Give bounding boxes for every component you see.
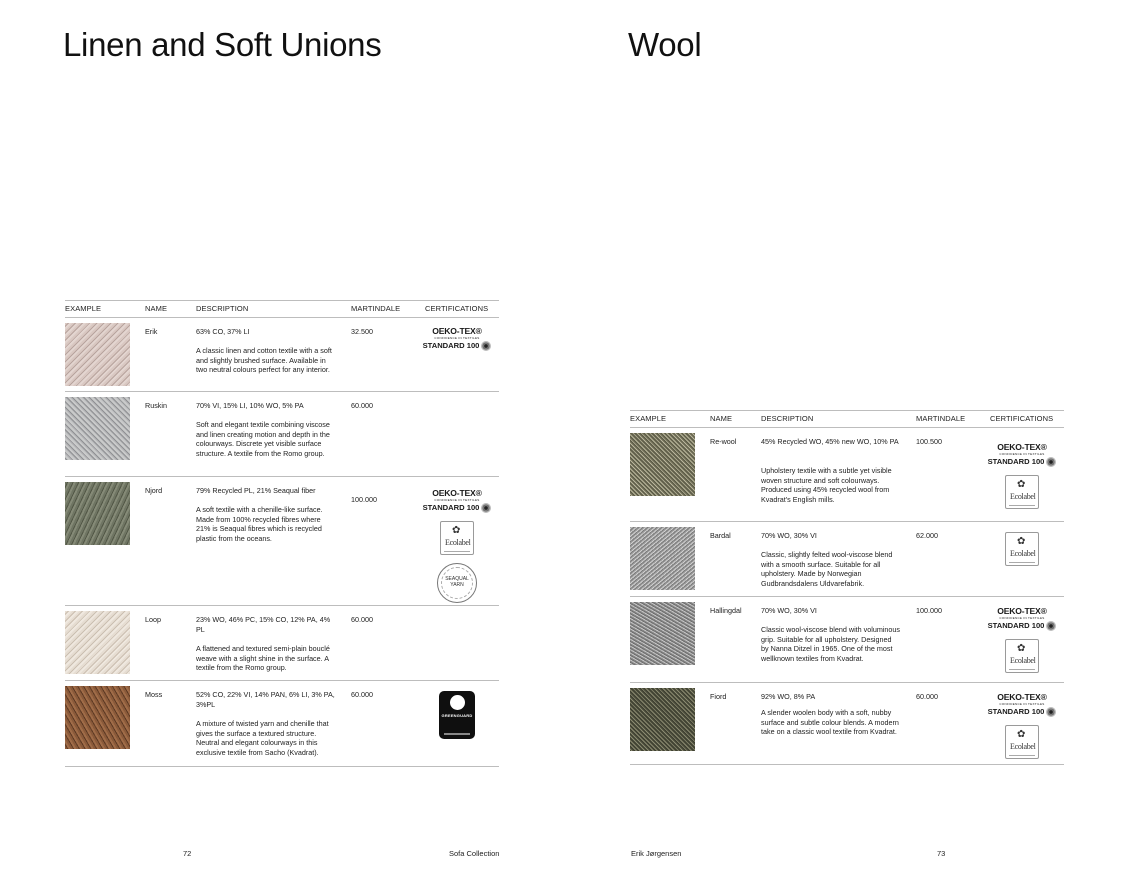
page-title-left: Linen and Soft Unions xyxy=(63,26,382,63)
fabric-composition: 45% Recycled WO, 45% new WO, 10% PA xyxy=(761,437,899,446)
fabric-composition: 52% CO, 22% VI, 14% PAN, 6% LI, 3% PA, 3%PL xyxy=(196,690,335,709)
header-martindale: MARTINDALE xyxy=(351,304,401,313)
page-title-right: Wool xyxy=(628,26,702,63)
oeko-star-icon xyxy=(1046,707,1056,717)
fabric-name: Bardal xyxy=(710,531,731,540)
author-label: Erik Jørgensen xyxy=(631,849,682,858)
fabric-name: Fiord xyxy=(710,692,727,701)
header-name: NAME xyxy=(710,414,733,423)
table-row xyxy=(65,606,499,681)
certifications xyxy=(982,693,1062,759)
table-row xyxy=(630,597,1064,683)
fabric-composition: 70% VI, 15% LI, 10% WO, 5% PA xyxy=(196,401,304,410)
seaqual-badge: SEAQUAL YARN xyxy=(437,563,477,603)
certifications xyxy=(417,489,497,603)
fabric-name: Moss xyxy=(145,690,163,699)
page-number-left: 72 xyxy=(183,849,192,858)
table-row xyxy=(65,477,499,606)
greenguard-badge: GREENGUARD xyxy=(439,691,475,739)
oeko-star-icon xyxy=(1046,457,1056,467)
ecolabel-badge: ✿ Ecolabel xyxy=(440,521,474,555)
page-number-right: 73 xyxy=(937,849,946,858)
martindale-value: 100.000 xyxy=(351,495,377,504)
fabric-name: Loop xyxy=(145,615,161,624)
table-row xyxy=(630,683,1064,765)
ecolabel-badge: ✿ Ecolabel xyxy=(1005,725,1039,759)
header-certifications: CERTIFICATIONS xyxy=(990,414,1054,423)
table-header xyxy=(630,410,1064,428)
fabric-name: Re-wool xyxy=(710,437,737,446)
ecolabel-badge: ✿ Ecolabel xyxy=(1005,639,1039,673)
fabric-description: Classic, slightly felted wool-viscose blend with a smooth surface. Suitable for all upholstery. Made by Norwegian Gudbrandsdalens Uldvarefabrik. xyxy=(761,550,893,588)
fabric-composition: 92% WO, 8% PA xyxy=(761,692,816,701)
certifications xyxy=(417,327,497,351)
ecolabel-badge: ✿ Ecolabel xyxy=(1005,475,1039,509)
table-header xyxy=(65,300,499,318)
martindale-value: 100.500 xyxy=(916,437,942,446)
fabric-description: Upholstery textile with a subtle yet visible woven structure and soft colourways. Produced using 45% recycled wool from Kvadrat's English mills. xyxy=(761,466,892,504)
flower-icon: ✿ xyxy=(452,524,461,536)
fabric-table-wool xyxy=(630,410,1064,765)
fabric-swatch-erik xyxy=(65,323,130,386)
fabric-description: Soft and elegant textile combining viscose and linen creating motion and depth in the colourways. Discrete yet visible surface structure. A textile from the Romo group. xyxy=(196,420,330,458)
fabric-swatch-ruskin xyxy=(65,397,130,460)
fabric-composition: 70% WO, 30% VI xyxy=(761,531,817,540)
fabric-swatch-moss xyxy=(65,686,130,749)
header-description: DESCRIPTION xyxy=(196,304,249,313)
fabric-description: A classic linen and cotton textile with a soft and slightly brushed surface. Available in two neutral colours perfect for any interior. xyxy=(196,346,332,375)
fabric-description: A flattened and textured semi-plain bouclé weave with a slight shine in the surface. A textile from the Romo group. xyxy=(196,644,330,673)
table-row xyxy=(65,681,499,767)
fabric-description: A slender woolen body with a soft, nubby surface and subtle colour blends. A modern take on a classic wool textile from Kvadrat. xyxy=(761,708,899,737)
fabric-swatch-rewool xyxy=(630,433,695,496)
martindale-value: 100.000 xyxy=(916,606,942,615)
certifications xyxy=(417,691,497,739)
table-row xyxy=(630,428,1064,522)
oeko-tex-badge: OEKO-TEX® CONFIDENCE IN TEXTILES STANDARD 100 xyxy=(987,693,1057,717)
header-example: EXAMPLE xyxy=(65,304,102,313)
fabric-description: Classic wool-viscose blend with voluminous grip. Suitable for all upholstery. Designed by Nanna Ditzel in 1965. One of the most wellknown textiles from Kvadrat. xyxy=(761,625,901,663)
table-row xyxy=(65,392,499,477)
oeko-tex-badge: OEKO-TEX® CONFIDENCE IN TEXTILES STANDARD 100 xyxy=(987,443,1057,467)
flower-icon: ✿ xyxy=(1017,536,1026,547)
fabric-name: Hallingdal xyxy=(710,606,742,615)
fabric-swatch-hallingdal xyxy=(630,602,695,665)
martindale-value: 60.000 xyxy=(351,690,373,699)
fabric-composition: 70% WO, 30% VI xyxy=(761,606,817,615)
oeko-star-icon xyxy=(1046,621,1056,631)
oeko-tex-badge: OEKO-TEX® CONFIDENCE IN TEXTILES STANDARD 100 xyxy=(422,327,492,351)
header-description: DESCRIPTION xyxy=(761,414,814,423)
header-name: NAME xyxy=(145,304,168,313)
martindale-value: 60.000 xyxy=(351,615,373,624)
header-martindale: MARTINDALE xyxy=(916,414,966,423)
fabric-name: Ruskin xyxy=(145,401,167,410)
fabric-composition: 63% CO, 37% LI xyxy=(196,327,250,336)
fabric-description: A mixture of twisted yarn and chenille that gives the surface a textured structure. Neutral and elegant colourways in this exclusive textile from Sacho (Kvadrat). xyxy=(196,719,329,757)
certifications xyxy=(982,532,1062,566)
fabric-name: Njord xyxy=(145,486,163,495)
fabric-swatch-njord xyxy=(65,482,130,545)
fabric-description: A soft textile with a chenille-like surface. Made from 100% recycled fibres where 21% is Seaqual fibres which is recycled plastic from the oceans. xyxy=(196,505,323,543)
greenguard-icon xyxy=(450,695,465,710)
flower-icon: ✿ xyxy=(1017,478,1026,490)
oeko-tex-badge: OEKO-TEX® CONFIDENCE IN TEXTILES STANDARD 100 xyxy=(422,489,492,513)
fabric-table-linen xyxy=(65,300,499,767)
martindale-value: 60.000 xyxy=(351,401,373,410)
fabric-composition: 23% WO, 46% PC, 15% CO, 12% PA, 4% PL xyxy=(196,615,331,634)
table-row xyxy=(630,522,1064,597)
martindale-value: 32.500 xyxy=(351,327,373,336)
table-row xyxy=(65,318,499,392)
martindale-value: 62.000 xyxy=(916,531,938,540)
fabric-swatch-fiord xyxy=(630,688,695,751)
fabric-swatch-bardal xyxy=(630,527,695,590)
fabric-name: Erik xyxy=(145,327,158,336)
martindale-value: 60.000 xyxy=(916,692,938,701)
fabric-swatch-loop xyxy=(65,611,130,674)
header-example: EXAMPLE xyxy=(630,414,667,423)
flower-icon: ✿ xyxy=(1017,642,1026,654)
flower-icon: ✿ xyxy=(1017,728,1026,740)
oeko-star-icon xyxy=(481,503,491,513)
header-certifications: CERTIFICATIONS xyxy=(425,304,489,313)
section-label: Sofa Collection xyxy=(449,849,500,858)
certifications xyxy=(982,443,1062,509)
oeko-star-icon xyxy=(481,341,491,351)
ecolabel-badge: ✿ Ecolabel xyxy=(1005,532,1039,566)
oeko-tex-badge: OEKO-TEX® CONFIDENCE IN TEXTILES STANDARD 100 xyxy=(987,607,1057,631)
fabric-composition: 79% Recycled PL, 21% Seaqual fiber xyxy=(196,486,316,495)
certifications xyxy=(982,607,1062,673)
